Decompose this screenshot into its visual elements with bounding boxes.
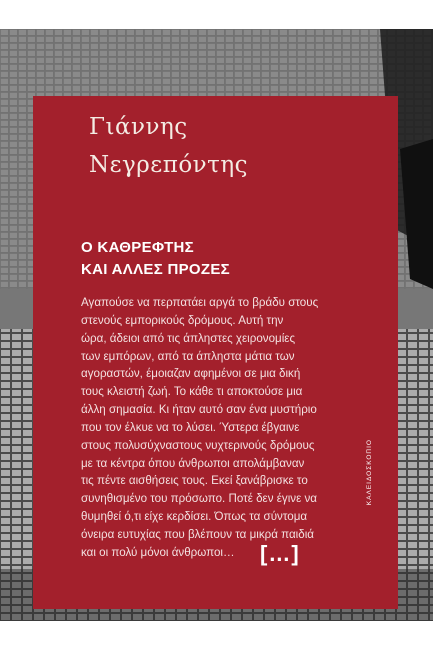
blurb-line: των εμπόρων, από τα άπληστα μάτια των — [81, 349, 295, 363]
book-cover — [0, 29, 433, 621]
blurb-text — [81, 294, 353, 562]
blurb-line: τους κλειστή ζωή. Το κάθε τι αποκτούσε μια — [81, 385, 303, 399]
blurb-line: άλλη σημασία. Κι ήταν αυτό σαν ένα μυστήριο — [81, 403, 317, 417]
blurb-line: και οι πολύ μόνοι άνθρωποι… — [81, 545, 235, 559]
blurb-line: όνειρα ευτυχίας που βλέπουν τα μικρά παιδιά — [81, 527, 314, 541]
blurb-line: θυμηθεί ό,τι είχε κερδίσει. Όπως τα σύντομα — [81, 510, 308, 524]
author-first-name: Γιάννης — [89, 114, 188, 140]
blurb-line: που τον έλκυε να το λύσει. Ύστερα έβγαινε — [81, 420, 300, 434]
blurb-line: με τα κέντρα όπου άνθρωποι απολάμβαναν — [81, 456, 305, 470]
blurb-line: Αγαπούσε να περπατάει αργά το βράδυ στους — [81, 296, 319, 309]
blurb-line: αγοραστών, έμοιαζαν αφημένοι σε μια δική — [81, 367, 301, 381]
title-panel — [33, 96, 398, 609]
blurb-line: ώρα, άδειοι από τις άπληστες χειρονομίες — [81, 331, 296, 345]
author-name — [89, 108, 248, 184]
ellipsis-mark: […] — [260, 541, 300, 566]
blurb-line: τις πέντε αισθήσεις τους. Εκεί ξανάβρισκε το — [81, 474, 308, 488]
title-line: Ο ΚΑΘΡΕΦΤΗΣ — [81, 239, 194, 256]
publisher-name: ΚΑΛΕΙΔΟΣΚΟΠΙΟ — [366, 439, 373, 506]
blurb-line: συνηθισμένο του πρόσωπο. Ποτέ δεν έγινε να — [81, 492, 317, 506]
title-line: ΚΑΙ ΑΛΛΕΣ ΠΡΟΖΕΣ — [81, 261, 230, 278]
author-last-name: Νεγρεπόντης — [89, 152, 249, 178]
book-title — [81, 237, 230, 281]
blurb-line: στους πολυσύχναστους νυχτερινούς δρόμους — [81, 438, 315, 452]
blurb-line: στενούς εμπορικούς δρόμους. Αυτή την — [81, 313, 284, 327]
